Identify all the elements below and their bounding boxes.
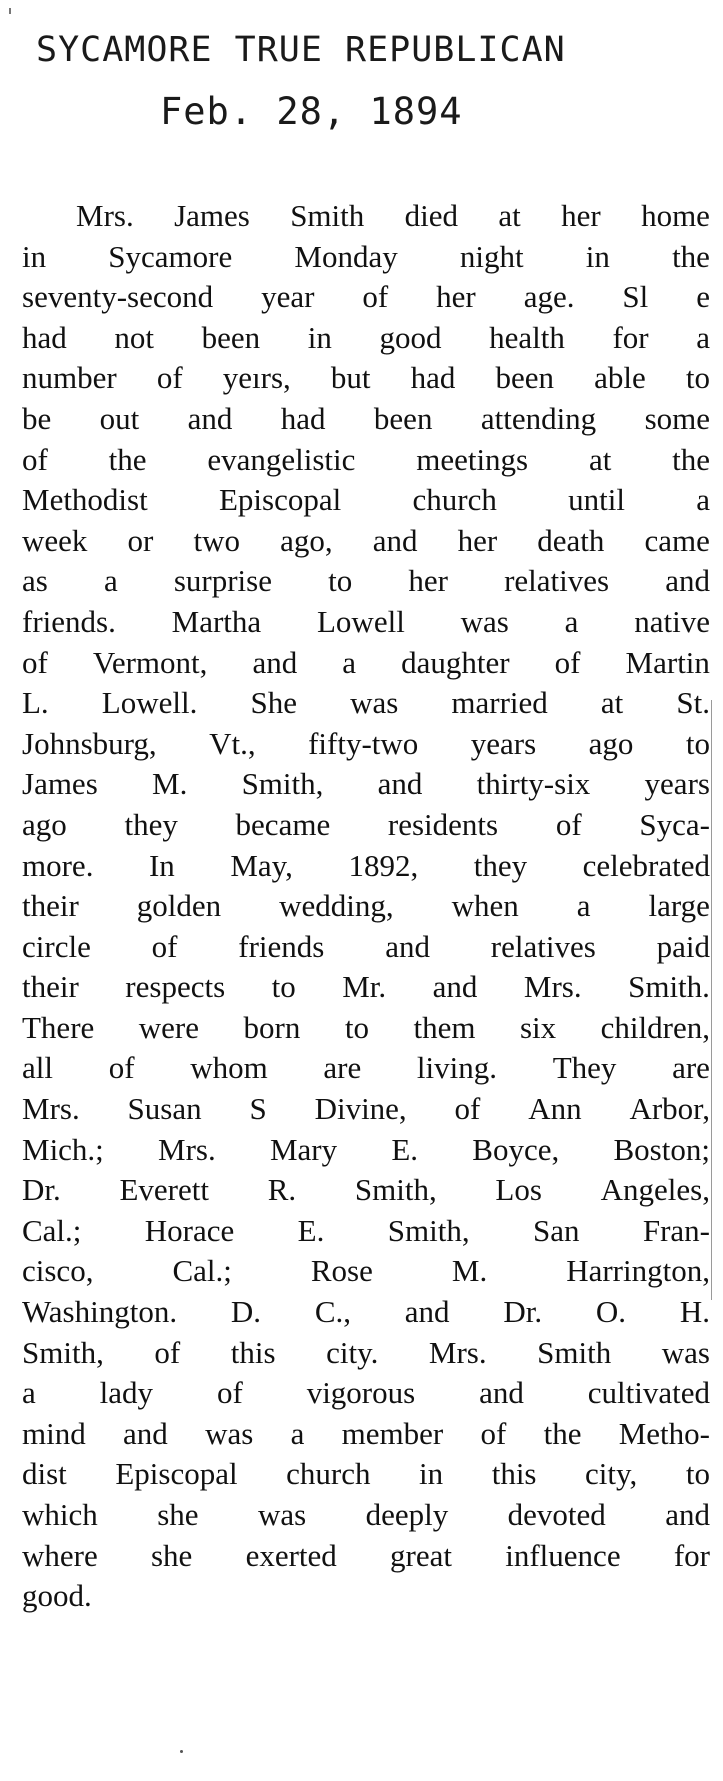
article-word: their bbox=[22, 969, 79, 1005]
article-word: them bbox=[413, 1009, 476, 1045]
article-word: they bbox=[124, 806, 178, 842]
article-line bbox=[22, 1495, 710, 1536]
article-word: Smith. bbox=[628, 969, 710, 1005]
article-word: and bbox=[377, 766, 423, 802]
article-word: St. bbox=[676, 685, 710, 721]
article-word: was bbox=[661, 1334, 710, 1370]
article-word: years bbox=[470, 725, 537, 761]
article-line bbox=[22, 967, 710, 1008]
article-word: Washington. bbox=[22, 1294, 178, 1330]
article-word: Sl bbox=[622, 279, 649, 315]
article-word: Dr. bbox=[503, 1294, 543, 1330]
article-word: been bbox=[201, 319, 261, 355]
article-word: had bbox=[280, 400, 326, 436]
article-line bbox=[22, 196, 710, 237]
article-word: M. bbox=[152, 766, 188, 802]
article-word: H. bbox=[679, 1294, 710, 1330]
article-word: e bbox=[696, 279, 710, 315]
article-word: celebrated bbox=[582, 847, 710, 883]
article-word: a bbox=[564, 603, 579, 639]
article-line bbox=[22, 318, 710, 359]
article-word: was bbox=[205, 1415, 254, 1451]
article-word: and bbox=[432, 969, 478, 1005]
article-word: thirty-six bbox=[476, 766, 591, 802]
print-speck bbox=[9, 8, 11, 14]
article-word: relatives bbox=[504, 563, 610, 599]
article-word: Arbor, bbox=[629, 1091, 710, 1127]
article-word: church bbox=[412, 482, 497, 518]
article-word: Sycamore bbox=[108, 238, 233, 274]
article-word: Fran- bbox=[642, 1212, 710, 1248]
article-word: of bbox=[362, 279, 389, 315]
article-word: this bbox=[230, 1334, 276, 1370]
article-word: Everett bbox=[119, 1172, 209, 1208]
article-word: Syca- bbox=[639, 806, 710, 842]
article-word: which bbox=[22, 1497, 98, 1532]
article-word: number bbox=[22, 360, 117, 396]
article-line bbox=[22, 643, 710, 684]
article-word: were bbox=[138, 1009, 200, 1045]
article-word: Vt., bbox=[209, 725, 256, 761]
article-word: and bbox=[123, 1415, 168, 1451]
article-line bbox=[22, 1292, 710, 1333]
article-word: a bbox=[103, 563, 118, 599]
article-word: Ann bbox=[528, 1091, 582, 1127]
article-word: the bbox=[672, 238, 710, 274]
article-word: seventy-second bbox=[22, 279, 214, 315]
article-word: Mrs. bbox=[76, 198, 134, 233]
article-line bbox=[22, 1130, 710, 1171]
article-word: of bbox=[22, 441, 48, 477]
article-word: circle bbox=[22, 928, 91, 964]
article-line bbox=[22, 846, 710, 887]
article-word: to bbox=[328, 563, 353, 599]
article-word: Mrs. bbox=[158, 1131, 216, 1167]
article-word: but bbox=[330, 360, 371, 396]
article-word: whom bbox=[190, 1050, 268, 1086]
article-word: Boyce, bbox=[472, 1131, 560, 1167]
article-word: a bbox=[342, 644, 357, 680]
article-word: age. bbox=[523, 279, 575, 315]
article-word: been bbox=[495, 360, 555, 396]
article-word: paid bbox=[656, 928, 710, 964]
article-word: of bbox=[154, 1334, 181, 1370]
article-word: was bbox=[350, 685, 399, 721]
article-line bbox=[22, 724, 710, 765]
article-word: cultivated bbox=[587, 1375, 710, 1411]
article-word: her bbox=[408, 563, 448, 599]
article-word: friends bbox=[238, 928, 325, 964]
article-word: and bbox=[665, 563, 710, 599]
article-word: her bbox=[561, 198, 601, 233]
article-word: where bbox=[22, 1537, 98, 1573]
article-word: exerted bbox=[245, 1537, 337, 1573]
article-line bbox=[22, 1089, 710, 1130]
article-word: There bbox=[22, 1009, 95, 1045]
article-word: E. bbox=[297, 1212, 325, 1248]
article-word: death bbox=[537, 522, 605, 558]
article-line bbox=[22, 1048, 710, 1089]
obituary-article bbox=[22, 196, 710, 1617]
article-word: church bbox=[286, 1456, 371, 1492]
article-word: R. bbox=[267, 1172, 297, 1208]
article-word: and bbox=[479, 1375, 524, 1411]
article-word: They bbox=[552, 1050, 617, 1086]
article-word: ago, bbox=[280, 522, 333, 558]
article-word: year bbox=[261, 279, 315, 315]
article-word: Smith, bbox=[22, 1334, 104, 1370]
article-word: Cal.; bbox=[172, 1253, 232, 1289]
article-word: a bbox=[696, 482, 710, 518]
article-word: Monday bbox=[294, 238, 398, 274]
article-word: years bbox=[644, 766, 710, 802]
article-line bbox=[22, 399, 710, 440]
article-word: Mr. bbox=[342, 969, 387, 1005]
article-word: and bbox=[665, 1497, 710, 1532]
article-word: Martha bbox=[171, 603, 262, 639]
article-word: to bbox=[344, 1009, 369, 1045]
article-word: 1892, bbox=[348, 847, 419, 883]
article-word: at bbox=[498, 198, 521, 233]
article-line bbox=[22, 1454, 710, 1495]
article-line bbox=[22, 1008, 710, 1049]
article-word: became bbox=[235, 806, 331, 842]
article-word: and bbox=[385, 928, 430, 964]
article-word: Los bbox=[495, 1172, 542, 1208]
article-word: be bbox=[22, 400, 52, 436]
article-word: good. bbox=[22, 1578, 92, 1614]
article-word: a bbox=[290, 1415, 305, 1451]
article-word: deeply bbox=[365, 1497, 449, 1532]
article-word: of bbox=[156, 360, 183, 396]
article-word: and bbox=[372, 522, 418, 558]
article-word: Boston; bbox=[613, 1131, 710, 1167]
article-line bbox=[22, 1333, 710, 1374]
article-word: for bbox=[673, 1537, 710, 1573]
article-word: in bbox=[419, 1456, 444, 1492]
article-word: Harrington, bbox=[566, 1253, 710, 1289]
article-word: Smith, bbox=[387, 1212, 470, 1248]
article-word: in bbox=[585, 238, 610, 274]
article-word: city, bbox=[585, 1456, 638, 1492]
article-word: six bbox=[519, 1009, 557, 1045]
article-word: Mary bbox=[269, 1131, 338, 1167]
article-word: born bbox=[243, 1009, 301, 1045]
article-word: came bbox=[644, 522, 710, 558]
article-word: Divine, bbox=[314, 1091, 407, 1127]
article-word: they bbox=[473, 847, 528, 883]
print-speck bbox=[180, 1750, 183, 1753]
article-word: married bbox=[451, 685, 548, 721]
article-word: in bbox=[22, 238, 47, 274]
article-word: the bbox=[672, 441, 710, 477]
article-word: as bbox=[22, 563, 48, 599]
article-word: Mrs. bbox=[22, 1091, 80, 1127]
article-line bbox=[22, 480, 710, 521]
article-word: Johnsburg, bbox=[22, 725, 157, 761]
article-word: large bbox=[648, 888, 710, 924]
article-word: relatives bbox=[490, 928, 596, 964]
article-word: surprise bbox=[173, 563, 272, 599]
article-line bbox=[22, 805, 710, 846]
article-word: or bbox=[127, 522, 154, 558]
article-word: Lowell. bbox=[101, 685, 198, 721]
article-line bbox=[22, 1211, 710, 1252]
article-word: had bbox=[410, 360, 456, 396]
article-word: residents bbox=[387, 806, 499, 842]
article-word: her bbox=[436, 279, 476, 315]
article-line bbox=[22, 277, 710, 318]
article-word: lady bbox=[99, 1375, 154, 1411]
article-line bbox=[22, 683, 710, 724]
article-word: died bbox=[404, 198, 459, 233]
article-line bbox=[22, 602, 710, 643]
article-word: living. bbox=[416, 1050, 498, 1086]
article-word: Episcopal bbox=[115, 1456, 238, 1492]
article-line bbox=[22, 358, 710, 399]
article-word: of bbox=[454, 1091, 481, 1127]
article-word: Angeles, bbox=[600, 1172, 710, 1208]
article-word: meetings bbox=[416, 441, 529, 477]
article-word: children, bbox=[600, 1009, 710, 1045]
article-word: their bbox=[22, 888, 79, 924]
article-word: the bbox=[108, 441, 147, 477]
publication-date: Feb. 28, 1894 bbox=[160, 90, 463, 133]
article-word: ago bbox=[588, 725, 634, 761]
article-word: the bbox=[543, 1415, 582, 1451]
article-word: evangelistic bbox=[207, 441, 356, 477]
article-word: to bbox=[685, 1456, 710, 1492]
article-word: daughter bbox=[401, 644, 510, 680]
article-word: cisco, bbox=[22, 1253, 94, 1289]
article-word: golden bbox=[136, 888, 222, 924]
article-word: this bbox=[491, 1456, 537, 1492]
article-word: of bbox=[480, 1415, 507, 1451]
article-word: when bbox=[451, 888, 519, 924]
article-line bbox=[22, 1373, 710, 1414]
article-word: are bbox=[323, 1050, 362, 1086]
article-line bbox=[22, 561, 710, 602]
article-line bbox=[22, 440, 710, 481]
article-word: of bbox=[216, 1375, 243, 1411]
article-word: Smith bbox=[537, 1334, 612, 1370]
article-word: to bbox=[685, 725, 710, 761]
article-word: great bbox=[390, 1537, 452, 1573]
article-word: night bbox=[459, 238, 524, 274]
article-word: out bbox=[99, 400, 140, 436]
article-word: for bbox=[612, 319, 649, 355]
article-word: Episcopal bbox=[219, 482, 342, 518]
article-word: she bbox=[150, 1537, 193, 1573]
article-word: devoted bbox=[507, 1497, 606, 1532]
article-word: and bbox=[187, 400, 233, 436]
article-word: In bbox=[148, 847, 175, 883]
article-word: able bbox=[594, 360, 646, 396]
article-word: her bbox=[457, 522, 498, 558]
article-word: two bbox=[193, 522, 240, 558]
newspaper-title: SYCAMORE TRUE REPUBLICAN bbox=[36, 30, 566, 70]
article-word: influence bbox=[505, 1537, 621, 1573]
article-word: good bbox=[379, 319, 442, 355]
article-word: at bbox=[600, 685, 624, 721]
article-word: friends. bbox=[22, 603, 116, 639]
article-line bbox=[22, 1576, 710, 1617]
article-word: city. bbox=[326, 1334, 379, 1370]
article-word: Horace bbox=[144, 1212, 235, 1248]
article-word: was bbox=[257, 1497, 307, 1532]
article-word: native bbox=[634, 603, 710, 639]
article-word: vigorous bbox=[306, 1375, 416, 1411]
article-word: in bbox=[307, 319, 332, 355]
article-word: fifty-two bbox=[308, 725, 419, 761]
article-line bbox=[22, 764, 710, 805]
article-word: Dr. bbox=[22, 1172, 61, 1208]
article-word: to bbox=[271, 969, 296, 1005]
article-word: health bbox=[489, 319, 565, 355]
article-word: C., bbox=[314, 1294, 351, 1330]
article-word: until bbox=[568, 482, 625, 518]
article-word: attending bbox=[480, 400, 597, 436]
article-line bbox=[22, 1414, 710, 1455]
article-word: dist bbox=[22, 1456, 67, 1492]
article-word: Smith, bbox=[354, 1172, 437, 1208]
article-word: of bbox=[555, 806, 582, 842]
article-word: James bbox=[174, 198, 250, 233]
article-word: Cal.; bbox=[22, 1212, 82, 1248]
article-line bbox=[22, 927, 710, 968]
article-word: of bbox=[151, 928, 178, 964]
article-line bbox=[22, 521, 710, 562]
article-line bbox=[22, 886, 710, 927]
article-word: been bbox=[373, 400, 433, 436]
article-word: Methodist bbox=[22, 482, 148, 518]
article-word: James bbox=[22, 766, 98, 802]
article-word: Susan bbox=[127, 1091, 202, 1127]
article-word: Vermont, bbox=[92, 644, 208, 680]
article-word: week bbox=[22, 522, 88, 558]
article-word: wedding, bbox=[279, 888, 394, 924]
article-line bbox=[22, 1536, 710, 1577]
article-word: had bbox=[22, 319, 67, 355]
article-word: member bbox=[341, 1415, 444, 1451]
article-line bbox=[22, 1170, 710, 1211]
article-word: She bbox=[250, 685, 297, 721]
article-word: not bbox=[114, 319, 154, 355]
article-word: of bbox=[554, 644, 581, 680]
article-word: more. bbox=[22, 847, 94, 883]
article-word: M. bbox=[451, 1253, 488, 1289]
article-word: and bbox=[404, 1294, 450, 1330]
article-word: San bbox=[532, 1212, 580, 1248]
article-word: she bbox=[157, 1497, 199, 1532]
article-word: L. bbox=[22, 685, 49, 721]
article-word: Smith bbox=[290, 198, 365, 233]
article-word: of bbox=[108, 1050, 135, 1086]
article-word: Metho- bbox=[618, 1415, 710, 1451]
article-word: Mich.; bbox=[22, 1131, 104, 1167]
column-edge-line bbox=[711, 700, 712, 1300]
article-word: Lowell bbox=[317, 603, 405, 639]
article-line bbox=[22, 1251, 710, 1292]
article-word: ago bbox=[22, 806, 67, 842]
article-word: some bbox=[644, 400, 710, 436]
article-word: a bbox=[696, 319, 710, 355]
article-word: Smith, bbox=[241, 766, 324, 802]
article-word: respects bbox=[125, 969, 226, 1005]
article-word: are bbox=[672, 1050, 710, 1086]
article-word: Rose bbox=[310, 1253, 373, 1289]
article-word: O. bbox=[595, 1294, 627, 1330]
article-word: E. bbox=[391, 1131, 419, 1167]
article-word: Mrs. bbox=[428, 1334, 487, 1370]
article-word: all bbox=[22, 1050, 53, 1086]
article-word: to bbox=[685, 360, 710, 396]
article-word: May, bbox=[230, 847, 293, 883]
article-word: was bbox=[460, 603, 509, 639]
article-word: at bbox=[588, 441, 612, 477]
article-word: Martin bbox=[625, 644, 710, 680]
article-word: and bbox=[252, 644, 298, 680]
article-word: a bbox=[576, 888, 591, 924]
article-word: S bbox=[249, 1091, 267, 1127]
article-word: D. bbox=[230, 1294, 262, 1330]
article-word: home bbox=[641, 198, 710, 233]
article-word: Mrs. bbox=[523, 969, 582, 1005]
article-word: yeırs, bbox=[222, 360, 291, 396]
article-line bbox=[22, 237, 710, 278]
article-word: mind bbox=[22, 1415, 86, 1451]
article-word: a bbox=[22, 1375, 36, 1411]
article-word: of bbox=[22, 644, 48, 680]
